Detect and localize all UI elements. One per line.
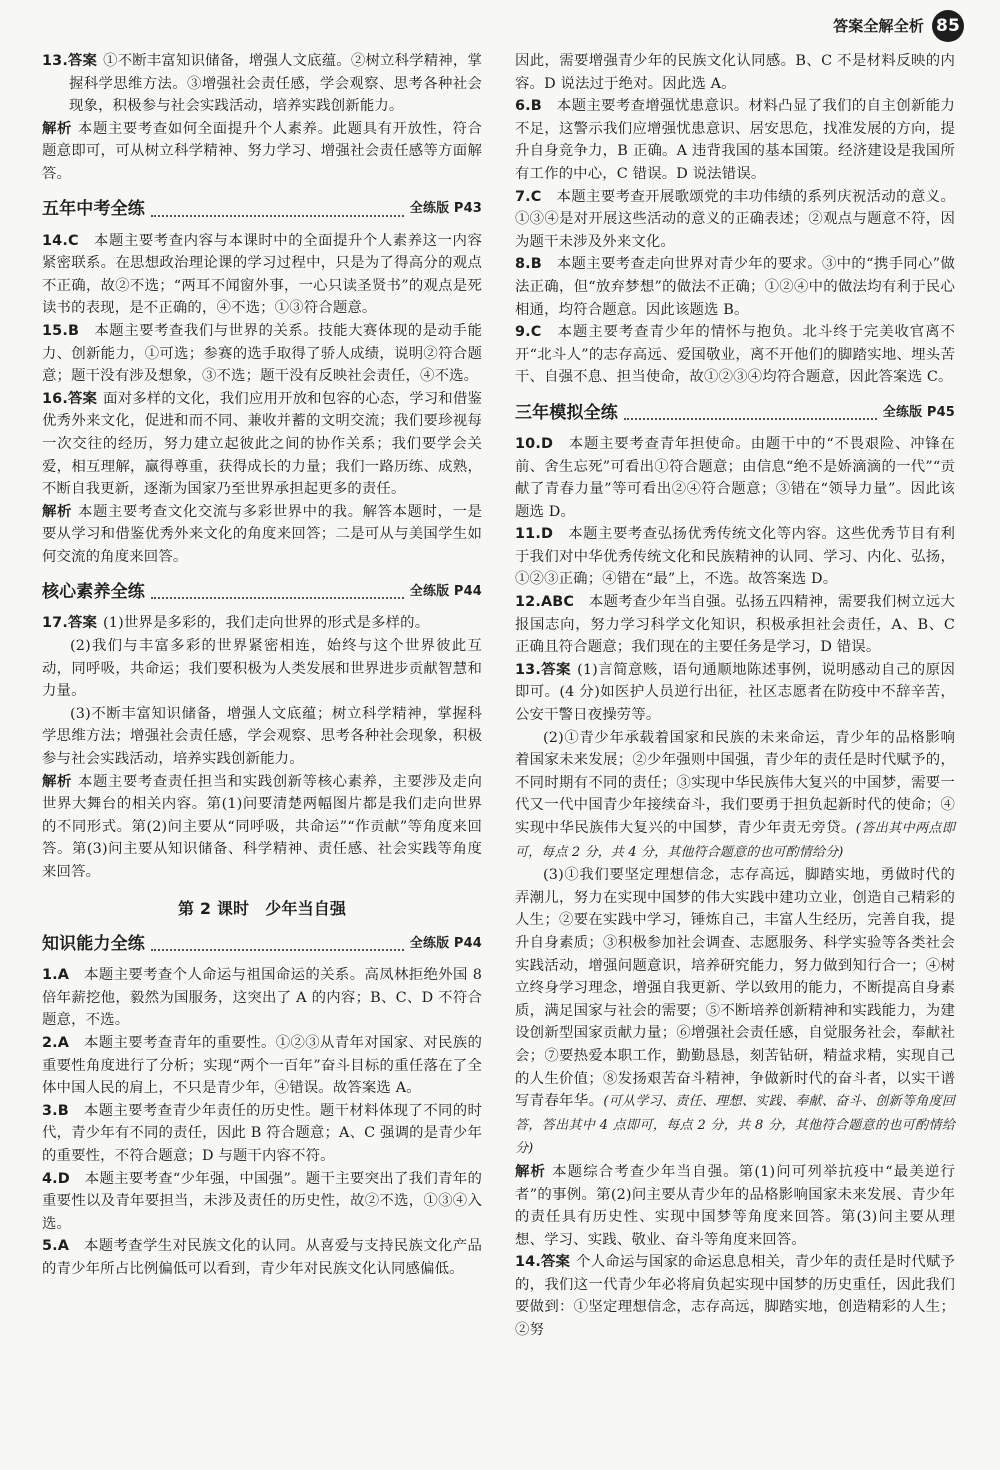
q9-item: 9.C 本题主要考查青少年的情怀与抱负。北斗终于完美收官离不开“北斗人”的志存高远、爱国敬业，离不开他们的脚踏实地、埋头苦干、自强不息、担当使命，故①②③④均符合题意，因此答案选 C。 (515, 324, 955, 386)
scoring-note: (答出其中两点即可，每点 2 分，共 4 分，其他符合题意的也可酌情给分) (515, 821, 956, 860)
scoring-note: (可从学习、责任、理想、实践、奉献、奋斗、创新等角度回答，答出其中 4 点即可，每点 2 分，共 8 分，其他符合题意的也可酌情给分) (515, 1094, 956, 1157)
section-divider (624, 406, 877, 420)
section-five-year: 五年中考全练 全练版 P43 (42, 199, 482, 220)
section-three-year: 三年模拟全练 全练版 P45 (515, 402, 955, 423)
section-knowledge: 知识能力全练 全练版 P44 (42, 933, 482, 954)
q4-item: 4.D 本题主要考查“少年强，中国强”。题干主要突出了我们青年的重要性以及青年要担当，未涉及责任的历史性，故②不选，①③④入选。 (42, 1170, 482, 1232)
page-number-badge: 85 (932, 10, 964, 42)
q11-item: 11.D 本题主要考查弘扬优秀传统文化等内容。这些优秀节目有利于我们对中华优秀传统文化和民族精神的认同、学习、内化、弘扬，①②③正确；④错在“最”上，不选。故答案选 D。 (515, 526, 955, 588)
q17-analysis: 解析 本题主要考查责任担当和实践创新等核心素养，主要涉及走向世界大舞台的相关内容。第(1)问要清楚两幅图片都是我们走向世界的不同形式。第(2)问主要从“同呼吸，共命运”“作贡献”等角度来回答。第(3)问主要从知识储备、科学精神、责任感、社会实践等角度来回答。 (42, 773, 482, 880)
q5-continued: 因此，需要增强青少年的民族文化认同感。B、C 不是材料反映的内容。D 说法过于绝对。因此选 A。 (515, 53, 955, 92)
q16-analysis: 解析 本题主要考查文化交流与多彩世界中的我。解答本题时，一是要从学习和借鉴优秀外来文化的角度来回答；二是可从与美国学生如何交流的角度来回答。 (42, 503, 482, 565)
q13r-answer: 13.答案 (1)言简意赅，语句通顺地陈述事例，说明感动自己的原因即可。(4 分)如医护人员逆行出征，社区志愿者在防疫中不辞辛苦，公安干警日夜操劳等。 (515, 661, 955, 724)
lesson-title: 第 2 课时 少年当自强 (177, 898, 347, 918)
q14-item: 14.C 本题主要考查内容与本课时中的全面提升个人素养这一内容紧密联系。在思想政治理论课的学习过程中，只是为了得高分的观点不正确，故②不选；“两耳不闻窗外事，一心只读圣贤书”的观点是死读书的表现，是不正确的，④不选；①③符合题意。 (42, 232, 482, 317)
q1-item: 1.A 本题主要考查个人命运与祖国命运的关系。高凤林拒绝外国 8 倍年薪挖他，毅然为国服务，这突出了 A 的内容；B、C、D 不符合题意，不选。 (42, 967, 482, 1029)
section-divider (151, 585, 404, 599)
q6-item: 6.B 本题主要考查增强忧患意识。材料凸显了我们的自主创新能力不足，这警示我们应增强忧患意识、居安思危，找准发展的方向，提升自身竞争力，B 正确。A 违背我国的基本国策。经济建设是我国所有工作的中心，C 错误。D 说法错误。 (515, 98, 955, 182)
left-column (42, 50, 482, 1281)
q13-answer: 13.答案 ①不断丰富知识储备，增强人文底蕴。②树立科学精神，掌握科学思维方法。③增强社会责任感，学会观察、思考各种社会现象，积极参与社会实践活动，培养实践创新能力。 (42, 53, 482, 115)
q14r-answer: 14.答案 个人命运与国家的命运息息相关，青少年的责任是时代赋予的，我们这一代青少年必将肩负起实现中国梦的历史重任，因此我们要做到：①坚定理想信念，志存高远，脚踏实地，创造精彩的人生；②努 (515, 1254, 955, 1339)
q3-item: 3.B 本题主要考查青少年责任的历史性。题干材料体现了不同的时代，青少年有不同的责任，因此 B 符合题意；A、C 强调的是青少年的重要性，不符合题意；D 与题干内容不符。 (42, 1102, 482, 1164)
q13r-analysis: 解析 本题综合考查少年当自强。第(1)问可列举抗疫中“最美逆行者”的事例。第(2)问主要从青少年的品格影响国家未来发展、青少年的责任具有历史性、实现中国梦等角度来回答。第(3)问主要从理想、学习、实践、敬业、奋斗等角度来回答。 (515, 1163, 955, 1248)
section-divider (151, 937, 404, 951)
section-divider (151, 203, 404, 217)
section-core-literacy: 核心素养全练 全练版 P44 (42, 582, 482, 603)
q17-answer: 17.答案 (1)世界是多彩的，我们走向世界的形式是多样的。 (42, 615, 430, 632)
q2-item: 2.A 本题主要考查青年的重要性。①②③从青年对国家、对民族的重要性角度进行了分析；实现“两个一百年”奋斗目标的重任落在了全体中国人民的肩上，不只是青少年，④错误。故答案选 A。 (42, 1034, 482, 1097)
header-title: 答案全解全析 (833, 16, 924, 35)
q12-item: 12.ABC 本题考查少年当自强。弘扬五四精神，需要我们树立远大报国志向，努力学习科学文化知识，积极承担社会责任，A、B、C 正确且符合题意；我们现在的主要任务是学习，D 错误。 (515, 594, 955, 656)
q7-item: 7.C 本题主要考查开展歌颂党的丰功伟绩的系列庆祝活动的意义。①③④是对开展这些活动的意义的正确表述；②观点与题意不符，因为题干未涉及外来文化。 (515, 188, 955, 250)
q13r-part2: (2)①青少年承载着国家和民族的未来命运，青少年的品格影响着国家未来发展；②少年强则中国强，青少年的责任是时代赋予的，不同时期有不同的责任；③实现中华民族伟大复兴的中国梦，需要一代又一代中国青少年接续奋斗，我们要勇于担负起新时代的使命；④实现中华民族伟大复兴的中国梦，青少年责无旁贷。(答出其中两点即可，每点 2 分，共 4 分，其他符合题意的也可酌情给分) (515, 729, 956, 860)
q10-item: 10.D 本题主要考查青年担使命。由题干中的“不畏艰险、冲锋在前、舍生忘死”可看出①符合题意；由信息“绝不是娇滴滴的一代”“贡献了青春力量”等可看出②④符合题意；③错在“领导力量”。因此该题选 D。 (515, 435, 955, 520)
q15-item: 15.B 本题主要考查我们与世界的关系。技能大赛体现的是动手能力、创新能力，①可选；参赛的选手取得了骄人成绩，说明②符合题意；题干没有涉及想象，③不选；题干没有反映社会责任，④不选。 (42, 322, 482, 385)
q8-item: 8.B 本题主要考查走向世界对青少年的要求。③中的“携手同心”做法正确，但“放弃梦想”的做法不正确；①②④中的做法均有利于民心相通，均符合题意。因此该题选 B。 (515, 256, 955, 318)
q16-answer: 16.答案 面对多样的文化，我们应用开放和包容的心态，学习和借鉴优秀外来文化，促进和而不同、兼收并蓄的文明交流；我们要珍视每一次交往的经历，努力建立起彼此之间的协作关系；我们要学会关爱，相互理解，赢得尊重，获得成长的力量；我们一路历练、成熟，不断自我更新，逐渐为国家乃至世界承担起更多的责任。 (42, 390, 482, 498)
q13r-part3: (3)①我们要坚定理想信念，志存高远，脚踏实地，勇做时代的弄潮儿，努力在实现中国梦的伟大实践中建功立业，创造自己精彩的人生；②要在实践中学习，锤炼自己，丰富人生经历，完善自我，提升自身素质；③积极参加社会调查、志愿服务、科学实验等各类社会实践活动，增强问题意识，培养研究能力，努力做到知行合一；④树立终身学习理念，增强自我更新、学以致用的能力，不断提高自身素质，满足国家与社会的需要；⑤不断培养创新精神和实践能力，为建设创新型国家贡献力量；⑥增强社会责任感，自觉服务社会，奉献社会；⑦要热爱本职工作，勤勤恳恳，刻苦钻研，精益求精，实现自己的人生价值；⑧发扬艰苦奋斗精神，争做新时代的奋斗者，以实干谱写青春年华。(可从学习、责任、理想、实践、奉献、奋斗、创新等角度回答，答出其中 4 点即可，每点 2 分，共 8 分，其他符合题意的也可酌情给分) (515, 867, 956, 1157)
page-header (833, 8, 964, 44)
q5-item: 5.A 本题考查学生对民族文化的认同。从喜爱与支持民族文化产品的青少年所占比例偏低可以看到，青少年对民族文化认同感偏低。 (42, 1238, 482, 1277)
q17-part3: (3)不断丰富知识储备，增强人文底蕴；树立科学精神，掌握科学思维方法；增强社会责任感，学会观察、思考各种社会现象，积极参与社会实践活动，培养实践创新能力。 (42, 705, 482, 768)
q13-analysis: 解析 本题主要考查如何全面提升个人素养。此题具有开放性，符合题意即可，可从树立科学精神、努力学习、增强社会责任感等方面解答。 (42, 120, 482, 182)
right-column (515, 50, 955, 1342)
q17-part2: (2)我们与丰富多彩的世界紧密相连，始终与这个世界彼此互动，同呼吸，共命运；我们要积极为人类发展和世界进步贡献智慧和力量。 (42, 638, 482, 700)
